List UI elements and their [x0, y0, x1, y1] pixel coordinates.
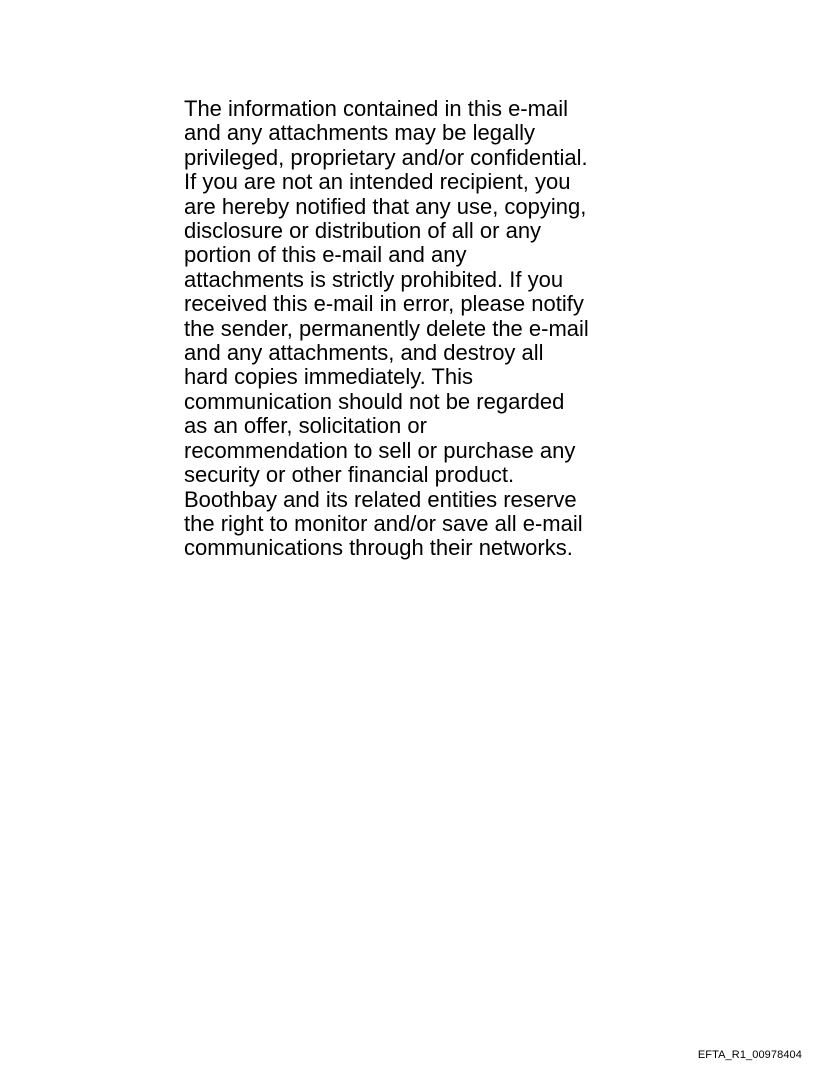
disclaimer-line: the sender, permanently delete the e-mail — [184, 315, 589, 341]
disclaimer-line: and any attachments may be legally — [184, 120, 535, 146]
email-disclaimer-paragraph — [184, 97, 654, 561]
disclaimer-line: received this e-mail in error, please notify — [184, 291, 584, 317]
disclaimer-line: recommendation to sell or purchase any — [184, 437, 576, 463]
disclaimer-line: security or other financial product. — [184, 462, 515, 488]
disclaimer-line: as an offer, solicitation or — [184, 413, 427, 439]
disclaimer-line: hard copies immediately. This — [184, 364, 473, 390]
disclaimer-line: privileged, proprietary and/or confidential. — [184, 144, 588, 170]
disclaimer-line: communication should not be regarded — [184, 388, 565, 414]
disclaimer-line: the right to monitor and/or save all e-mail — [184, 510, 583, 536]
disclaimer-line: disclosure or distribution of all or any — [184, 218, 542, 244]
disclaimer-line: The information contained in this e-mail — [184, 96, 568, 121]
disclaimer-line: attachments is strictly prohibited. If you — [184, 266, 564, 292]
disclaimer-line: Boothbay and its related entities reserve — [184, 486, 577, 512]
bates-number: EFTA_R1_00978404 — [697, 1049, 802, 1061]
disclaimer-line: are hereby notified that any use, copying, — [184, 193, 587, 219]
disclaimer-line: communications through their networks. — [184, 535, 573, 561]
disclaimer-line: portion of this e-mail and any — [184, 242, 467, 268]
disclaimer-line: If you are not an intended recipient, you — [184, 169, 571, 195]
disclaimer-line: and any attachments, and destroy all — [184, 340, 544, 366]
